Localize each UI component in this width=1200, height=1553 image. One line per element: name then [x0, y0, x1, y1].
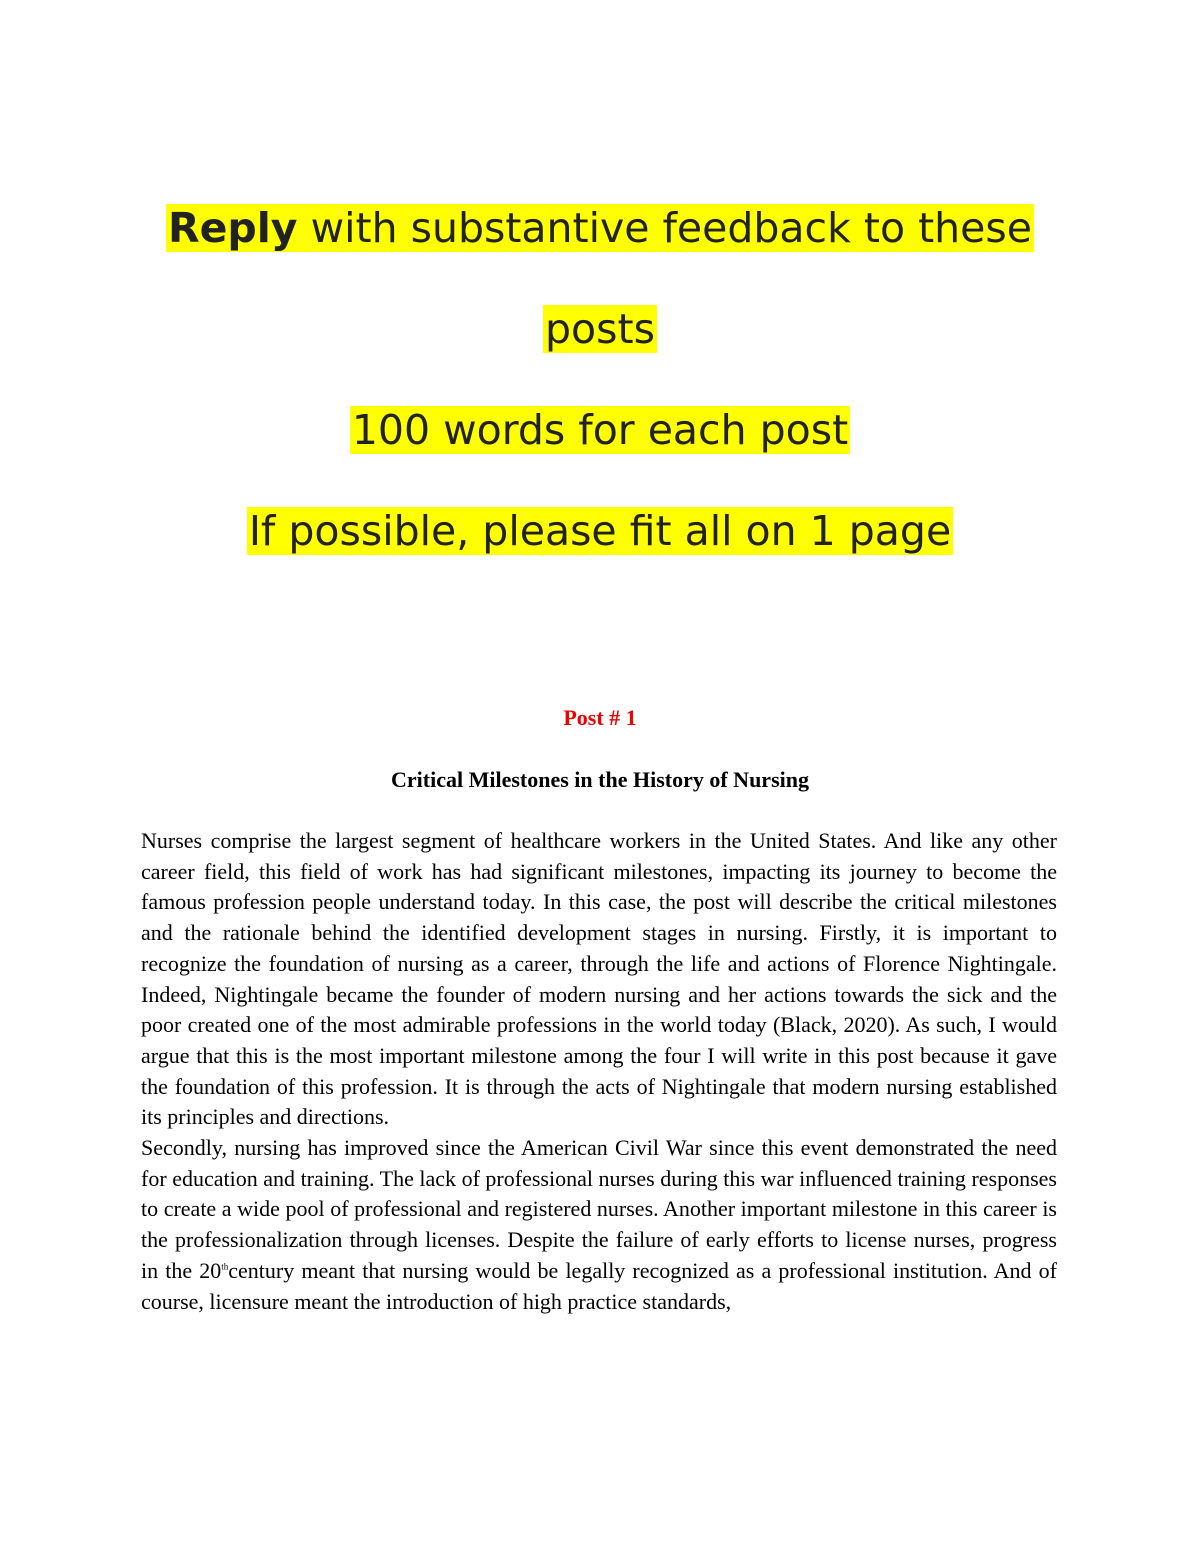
highlight: posts	[545, 305, 655, 353]
highlight: 100 words for each post	[351, 406, 849, 454]
instruction-line-4	[0, 503, 1200, 604]
highlight	[166, 204, 1034, 252]
reply-rest: with substantive feedback to these	[297, 204, 1032, 252]
post-heading: Post # 1	[563, 705, 637, 730]
post-body	[141, 826, 1057, 1317]
instruction-line-2	[0, 301, 1200, 402]
post-title: Critical Milestones in the History of Nursing	[391, 767, 809, 792]
instruction-line-3	[0, 402, 1200, 503]
instructions-block	[0, 200, 1200, 604]
reply-word: Reply	[168, 204, 298, 252]
post-paragraph-1: Nurses comprise the largest segment of healthcare workers in the United States. And like any other career field, this field of work has had significant milestones, impacting its journey to become the famous profession people understand today. In this case, the post will describe the critical milestones and the rationale behind the identified development stages in nursing. Firstly, it is important to recognize the foundation of nursing as a career, through the life and actions of Florence Nightingale. Indeed, Nightingale became the founder of modern nursing and her actions towards the sick and the poor created one of the most admirable professions in the world today (Black, 2020). As such, I would argue that this is the most important milestone among the four I will write in this post because it gave the foundation of this profession. It is through the acts of Nightingale that modern nursing established its principles and directions.	[141, 828, 1057, 1130]
ordinal-suffix: th	[221, 1261, 229, 1272]
highlight: If possible, please fit all on 1 page	[248, 507, 952, 555]
instruction-line-1	[0, 200, 1200, 301]
paragraph-2-text-after: century meant that nursing would be legally recognized as a professional institution. And of course, licensure meant the introduction of high practice standards,	[141, 1257, 1057, 1314]
post-paragraph-2	[141, 1133, 1057, 1317]
paragraph-2-text-before: Secondly, nursing has improved since the American Civil War since this event demonstrated the need for education and training. The lack of professional nurses during this war influenced training responses to create a wide pool of professional and registered nurses. Another important milestone in this career is the professionalization through licenses. Despite the failure of early efforts to license nurses, progress in the 20	[141, 1135, 1057, 1283]
